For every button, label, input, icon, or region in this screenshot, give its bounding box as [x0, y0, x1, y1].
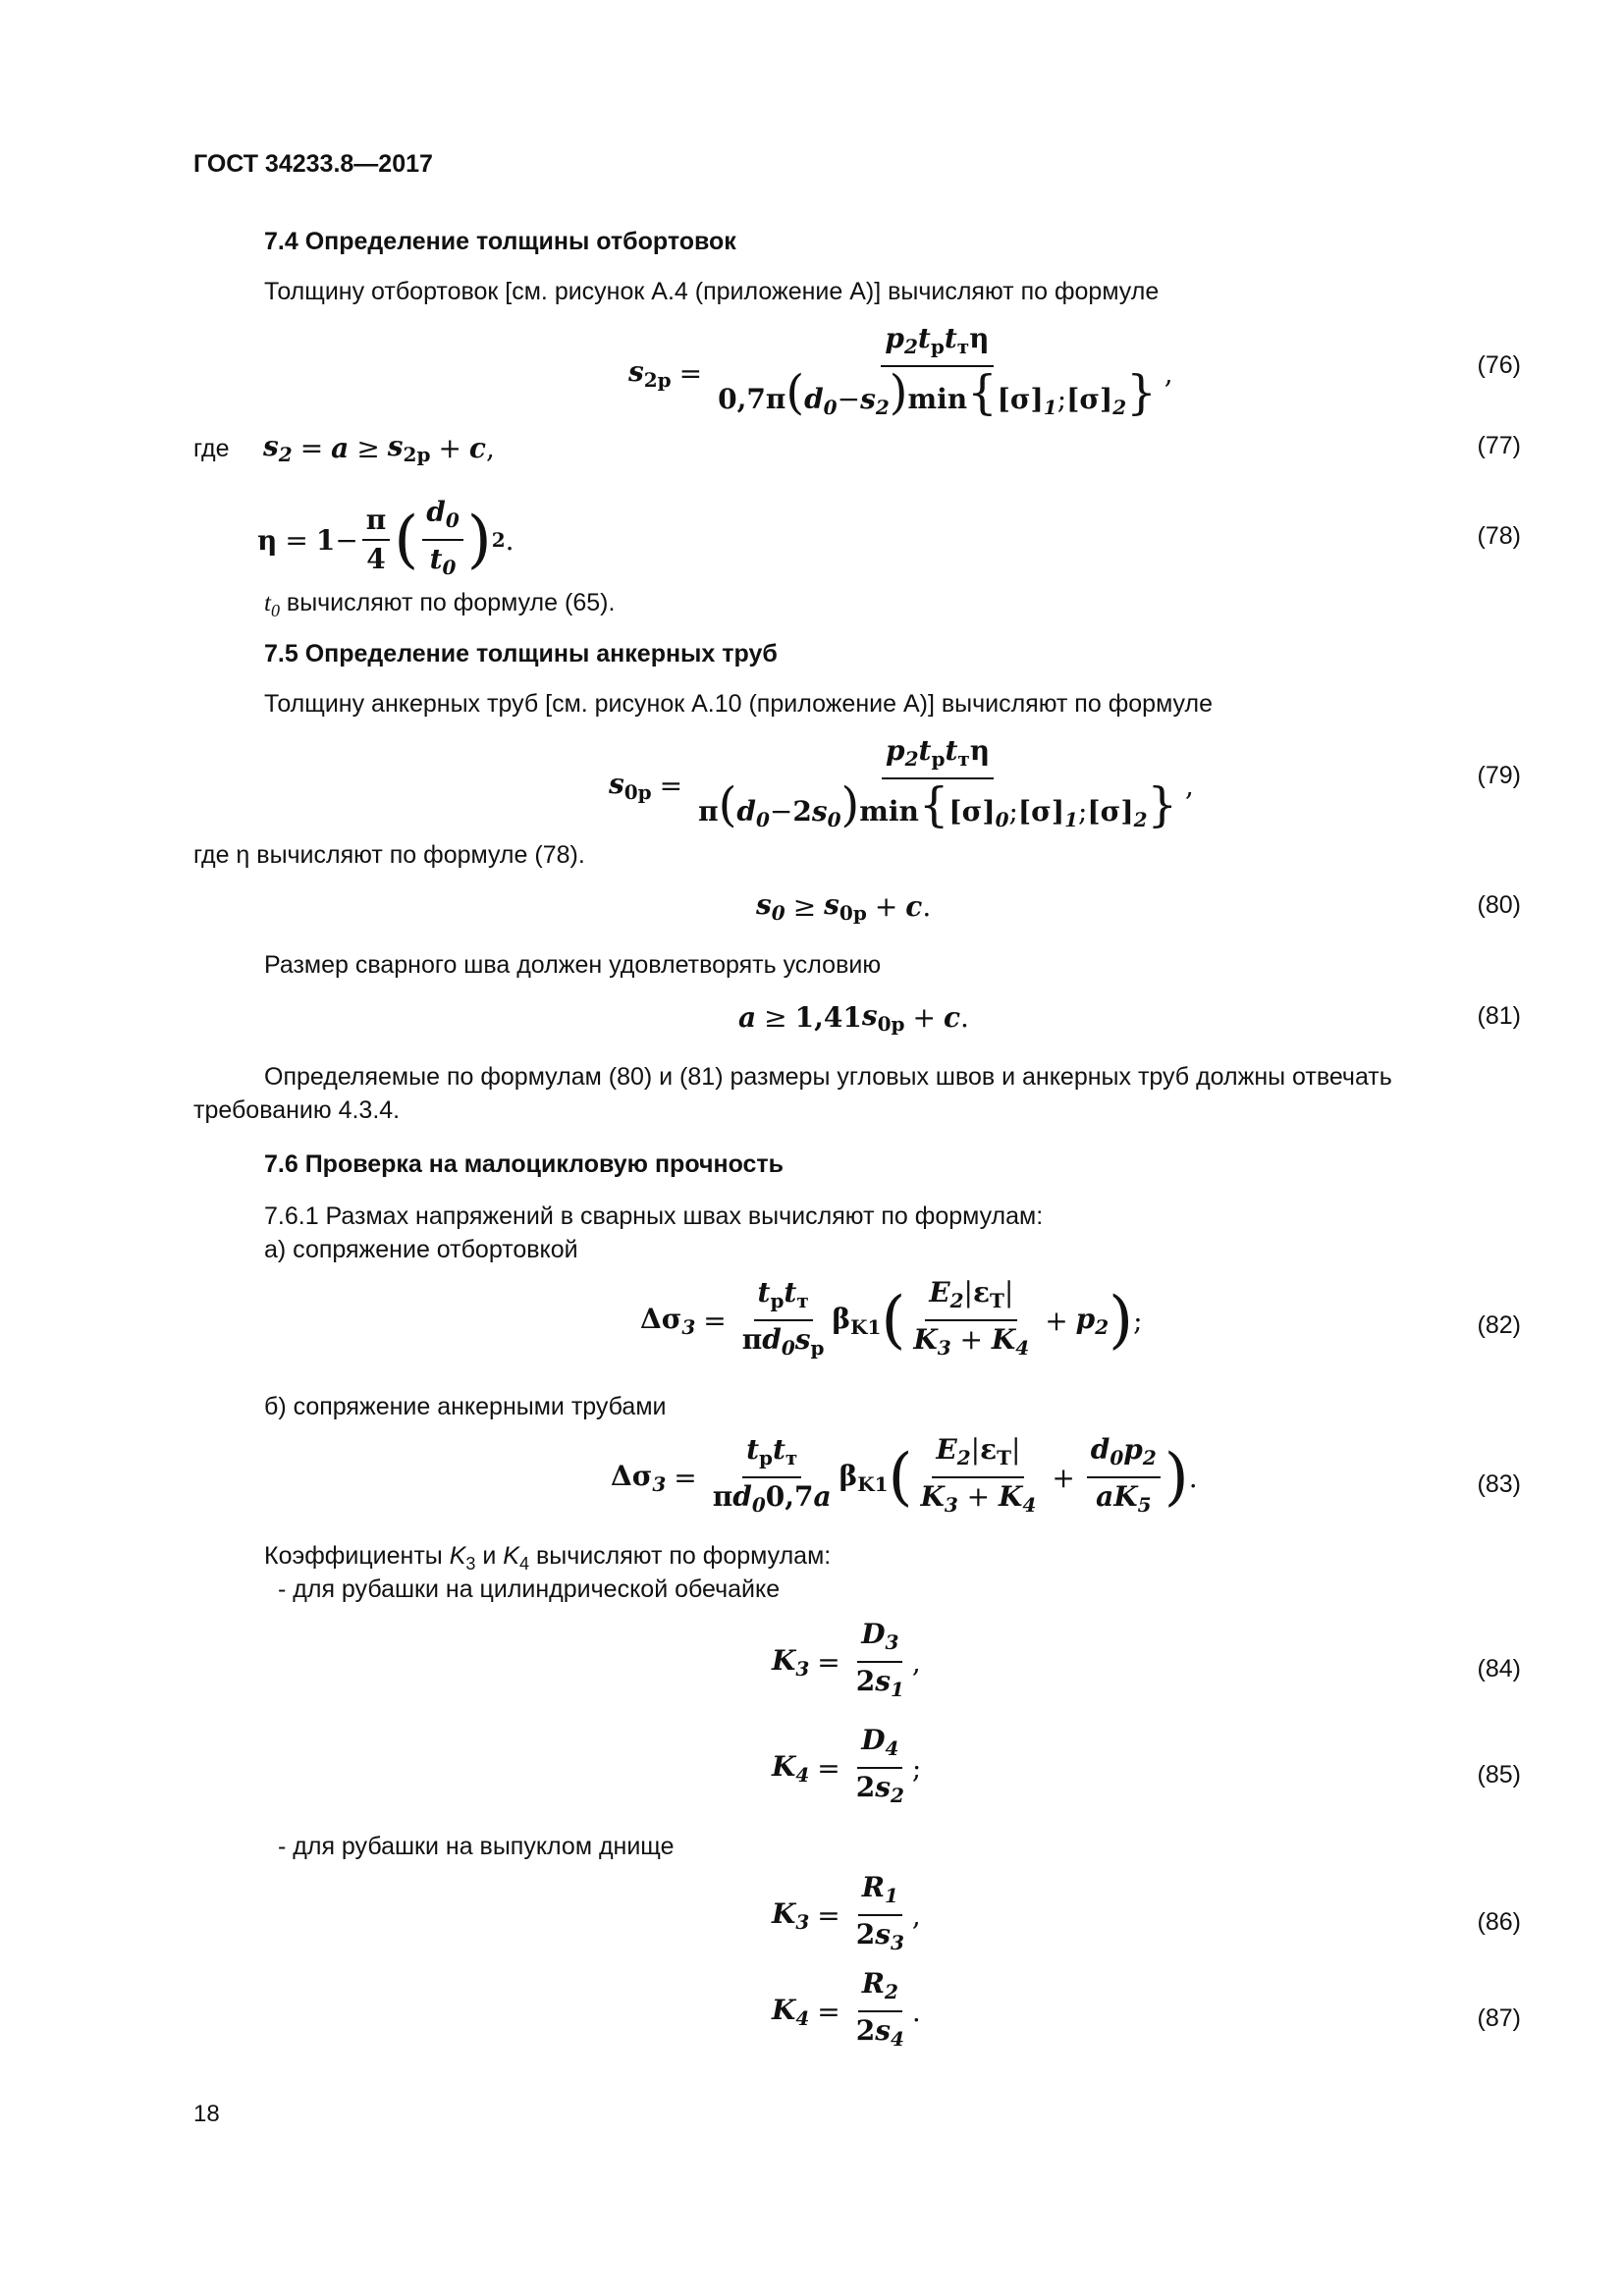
equation-number-86: (86) [1477, 1908, 1521, 1936]
coef-and: и [482, 1542, 497, 1570]
section-7-6-title: 7.6 Проверка на малоцикловую прочность [264, 1150, 785, 1178]
document-id: ГОСТ 34233.8—2017 [193, 150, 433, 178]
where-label: где [193, 435, 230, 462]
formula-76: $s_{2p}$ = $\frac{p_2t_pt_т\eta}{0,7\pi(d_0-s_2)\min\{[\sigma]_1;[\sigma]_2\}}$ , [628, 322, 1173, 420]
t0-note-text: вычисляют по формуле (65). [286, 589, 616, 616]
t0-note: $t_0$ вычисляют по формуле (65). [264, 589, 616, 620]
equation-number-81: (81) [1477, 1002, 1521, 1030]
coef-pre: Коэффициенты [264, 1542, 443, 1570]
equation-number-85: (85) [1477, 1761, 1521, 1789]
item-a: а) сопряжение отбортовкой [264, 1236, 578, 1263]
requirement-line-1: Определяемые по формулам (80) и (81) размеры угловых швов и анкерных труб должны отвечать [264, 1063, 1392, 1091]
page-number: 18 [193, 2101, 220, 2127]
coefficients-line: Коэффициенты $K_3$ и $K_4$ вычисляют по формулам: [264, 1542, 832, 1574]
section-7-5-intro: Толщину анкерных труб [см. рисунок А.10 (приложение А)] вычисляют по формуле [264, 690, 1213, 718]
coef-post: вычисляют по формулам: [535, 1542, 832, 1570]
equation-number-84: (84) [1477, 1655, 1521, 1682]
formula-84: $K_3$ = $\frac{D_3}{2s_1}$ , [772, 1618, 921, 1701]
section-7-4-title: 7.4 Определение толщины отбортовок [264, 228, 736, 255]
section-7-4-intro: Толщину отбортовок [см. рисунок А.4 (приложение А)] вычисляют по формуле [264, 278, 1160, 305]
formula-78: η = 1 − $\frac{\pi}{4}$ ( $\frac{d_0}{t_0}$ ) 2 . [257, 496, 514, 579]
requirement-line-2: требованию 4.3.4. [193, 1096, 401, 1124]
section-7-5-title: 7.5 Определение толщины анкерных труб [264, 640, 778, 667]
formula-77: $s_2$ = a ≥ $s_{2p}$ + c , [263, 430, 495, 466]
formula-82: $\Delta\sigma_3$ = $\frac{t_pt_т}{\pi d_0s_p}$ $\beta_{K1}$ ( $\frac{E_2|\varepsilon_T|}{K_3 + K_4}$ + $p_2$ ) ; [640, 1276, 1143, 1360]
equation-number-87: (87) [1477, 2004, 1521, 2032]
equation-number-82: (82) [1477, 1311, 1521, 1339]
weld-condition: Размер сварного шва должен удовлетворять условию [264, 951, 882, 979]
formula-86: $K_3$ = $\frac{R_1}{2s_3}$ , [772, 1871, 921, 1954]
formula-80: $s_0$ ≥ $s_{0p}$ + c . [756, 888, 932, 925]
equation-number-79: (79) [1477, 762, 1521, 789]
equation-number-80: (80) [1477, 891, 1521, 919]
equation-number-76: (76) [1477, 351, 1521, 379]
eta-note: где η вычисляют по формуле (78). [193, 841, 585, 869]
formula-81: a ≥ 1,41 $s_{0p}$ + c . [738, 999, 969, 1036]
equation-number-78: (78) [1477, 522, 1521, 550]
formula-87: $K_4$ = $\frac{R_2}{2s_4}$ . [772, 1967, 921, 2051]
formula-83: $\Delta\sigma_3$ = $\frac{t_pt_т}{\pi d_00,7a}$ $\beta_{K1}$ ( $\frac{E_2|\varepsilon_T|}{K_3 + K_4}$ + $\frac{d_0p_2}{aK_5}$ ) . [611, 1433, 1198, 1517]
convex-head-case: - для рубашки на выпуклом днище [278, 1833, 675, 1860]
cylindrical-shell-case: - для рубашки на цилиндрической обечайке [278, 1575, 781, 1603]
item-b: б) сопряжение анкерными трубами [264, 1393, 667, 1420]
formula-79: $s_{0p}$ = $\frac{p_2t_pt_т\eta}{\pi(d_0-2s_0)\min\{[\sigma]_0;[\sigma]_1;[\sigma]_2\}}$ , [609, 734, 1194, 832]
para-7-6-1: 7.6.1 Размах напряжений в сварных швах вычисляют по формулам: [264, 1202, 1044, 1230]
equation-number-77: (77) [1477, 432, 1521, 459]
equation-number-83: (83) [1477, 1470, 1521, 1498]
formula-85: $K_4$ = $\frac{D_4}{2s_2}$ ; [772, 1724, 922, 1807]
